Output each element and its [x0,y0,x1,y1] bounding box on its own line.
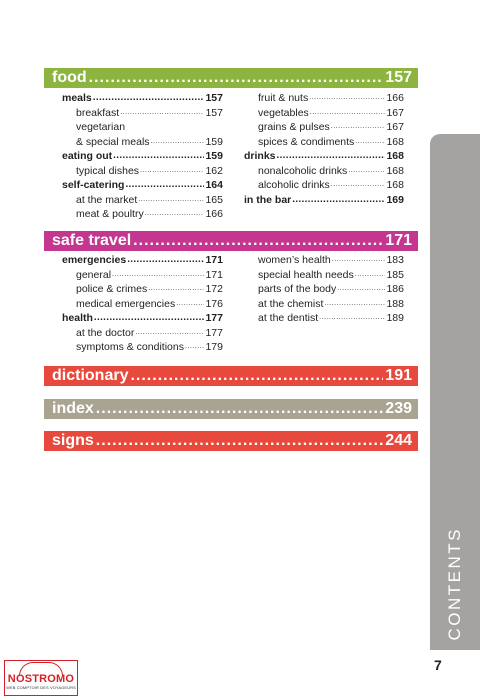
entry-page: 168 [386,179,404,191]
entry-page: 157 [205,92,223,104]
toc-entry-health[interactable] [62,311,223,326]
dot-leader [113,149,204,164]
entry-page: 177 [205,326,223,339]
toc-entry-breakfast[interactable] [62,106,223,121]
entry-page: 179 [205,341,223,353]
section-page: 157 [385,69,412,86]
section-bar-food[interactable] [44,68,418,88]
section-bar-index[interactable] [44,399,418,419]
entry-page: 189 [386,312,404,324]
dot-leader [292,193,385,208]
entry-page: 166 [205,208,223,220]
entry-label: at the doctor [76,326,135,339]
toc-entry-general[interactable] [62,268,223,283]
entry-page: 183 [386,254,404,266]
toc-entry-at-the-dentist[interactable] [244,311,404,326]
entry-page: 162 [205,164,223,177]
toc-entry-womens-health[interactable] [244,253,404,268]
entry-label: typical dishes [76,164,140,177]
section-page: 244 [385,432,412,449]
entry-label: nonalcoholic drinks [258,164,348,177]
entry-label: spices & condiments [258,135,355,148]
toc-entry-typical-dishes[interactable] [62,164,223,179]
dot-leader [355,268,386,283]
toc-entry-meat-poultry[interactable] [62,207,223,222]
entry-page: 159 [205,150,223,162]
entry-page: 167 [386,106,404,119]
dot-leader [140,164,204,179]
entry-label: vegetables [258,106,309,119]
toc-entry-at-the-chemist[interactable] [244,297,404,312]
entry-label: at the chemist [258,297,324,310]
entry-label: at the dentist [258,312,319,324]
entry-label: vegetarian [76,121,126,133]
toc-entry-at-the-market[interactable] [62,193,223,208]
dot-leader [331,120,386,135]
toc-entry-special-health-needs[interactable] [244,268,404,283]
entry-label: alcoholic drinks [258,179,330,191]
entry-page: 157 [205,106,223,119]
entry-label: fruit & nuts [258,92,309,104]
toc-entry-eating-out[interactable] [62,149,223,164]
toc-entry-meals[interactable] [62,91,223,106]
dot-leader [127,253,204,268]
entry-label: special health needs [258,268,354,281]
entry-page: 164 [205,179,223,191]
nostromo-logo [4,660,78,696]
entry-label: emergencies [62,254,127,266]
toc-entry-self-catering[interactable] [62,178,223,193]
toc-entry-spices-condiments[interactable] [244,135,404,150]
entry-page: 176 [205,297,223,310]
dot-leader [331,178,386,193]
section-title: index [52,400,94,417]
entry-page: 172 [205,283,223,295]
section-bar-signs[interactable] [44,431,418,451]
entry-label: self-catering [62,179,125,191]
entry-label: medical emergencies [76,297,176,310]
section-page: 171 [385,232,412,249]
toc-entry-special-meals[interactable] [62,135,223,150]
entry-label: grains & pulses [258,121,330,133]
entry-page: 177 [205,312,223,324]
toc-entry-police-crimes[interactable] [62,282,223,297]
entry-page: 159 [205,135,223,148]
dot-leader [324,297,385,312]
dot-leader [96,432,384,450]
toc-entry-alcoholic-drinks[interactable] [244,178,404,193]
toc-entry-drinks[interactable] [244,149,404,164]
toc-entry-in-the-bar[interactable] [244,193,404,208]
toc-entry-fruit-nuts[interactable] [244,91,404,106]
entry-label: meat & poultry [76,208,144,220]
entry-page: 186 [386,283,404,295]
entry-label: general [76,268,112,281]
dot-leader [176,297,204,312]
dot-leader [310,106,386,121]
entry-page: 167 [386,121,404,133]
toc-entry-vegetarian[interactable] [62,120,223,135]
contents-tab-label-wrap [430,134,480,650]
entry-label: in the bar [244,193,292,206]
dot-leader [133,232,383,250]
entry-label: women’s health [258,254,331,266]
section-page: 191 [385,367,412,384]
toc-entry-at-the-doctor[interactable] [62,326,223,341]
dot-leader [348,164,385,179]
entry-page: 166 [386,92,404,104]
entry-label: meals [62,92,92,104]
logo-name: NOSTROMO [7,672,75,685]
entry-label: at the market [76,193,138,206]
dot-leader [96,400,384,418]
dot-leader [277,149,386,164]
entry-page: 188 [386,297,404,310]
entry-label: health [62,312,93,324]
logo-arc-icon [19,662,63,676]
dot-leader [138,193,204,208]
dot-leader [148,282,204,297]
toc-entry-symptoms-conditions[interactable] [62,340,223,355]
section-title: dictionary [52,367,129,384]
dot-leader [135,326,204,341]
dot-leader [355,135,385,150]
food-left-column [62,91,223,222]
food-right-column [244,91,404,207]
entry-label: symptoms & conditions [76,341,184,353]
dot-leader [151,135,205,150]
entry-page: 171 [205,254,223,266]
dot-leader [319,311,385,326]
toc-entry-parts-of-the-body[interactable] [244,282,404,297]
dot-leader [125,178,204,193]
safe-travel-right-column [244,253,404,326]
section-bar-safe-travel[interactable] [44,231,418,251]
dot-leader [120,106,204,121]
dot-leader [89,69,384,87]
entry-page: 171 [205,268,223,281]
entry-label: police & crimes [76,283,148,295]
entry-page: 168 [386,164,404,177]
entry-page: 185 [386,268,404,281]
section-title: safe travel [52,232,132,249]
contents-tab-label: CONTENTS [445,526,464,640]
section-title: signs [52,432,94,449]
entry-page: 169 [386,193,404,206]
dot-leader [112,268,204,283]
entry-label: drinks [244,150,276,162]
entry-label: breakfast [76,106,120,119]
toc-entry-grains-pulses[interactable] [244,120,404,135]
section-page: 239 [385,400,412,417]
section-bar-dictionary[interactable] [44,366,418,386]
dot-leader [94,311,205,326]
dot-leader [93,91,205,106]
entry-page: 165 [205,193,223,206]
dot-leader [332,253,386,268]
entry-label: & special meals [76,135,150,148]
entry-page: 168 [386,150,404,162]
entry-label: eating out [62,150,113,162]
dot-leader [126,120,222,135]
toc-entry-nonalcoholic-drinks[interactable] [244,164,404,179]
toc-entry-vegetables[interactable] [244,106,404,121]
entry-label: parts of the body [258,283,337,295]
page-number: 7 [434,657,442,673]
section-title: food [52,69,87,86]
dot-leader [185,340,205,355]
toc-entry-emergencies[interactable] [62,253,223,268]
dot-leader [309,91,385,106]
safe-travel-left-column [62,253,223,355]
dot-leader [130,367,383,385]
entry-page: 168 [386,135,404,148]
logo-tagline: WEB COMPTOIR DES VOYAGEURS [6,684,76,690]
dot-leader [337,282,385,297]
dot-leader [145,207,205,222]
toc-entry-medical-emergencies[interactable] [62,297,223,312]
